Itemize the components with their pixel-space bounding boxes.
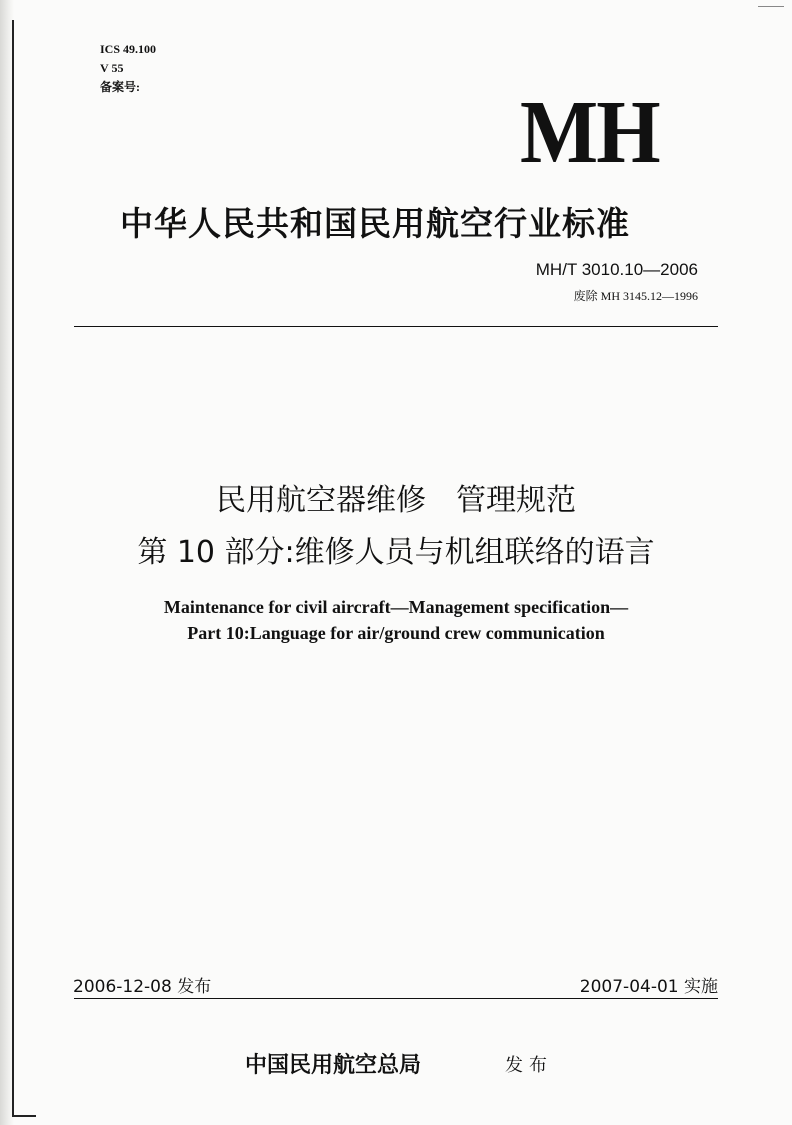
header-divider	[74, 326, 718, 327]
document-title-cn-line1: 民用航空器维修 管理规范	[216, 483, 576, 518]
scan-corner-mark	[12, 1115, 36, 1117]
publisher-name: 中国民用航空总局	[245, 1052, 422, 1078]
standard-number: MH/T 3010.10—2006	[535, 260, 698, 279]
scan-top-mark	[758, 6, 784, 7]
replaced-standard: 废除 MH 3145.12—1996	[573, 289, 698, 303]
footer-divider	[74, 998, 718, 999]
document-title-en-line2: Part 10:Language for air/ground crew communication	[187, 623, 605, 643]
standard-category-title: 中华人民共和国民用航空行业标准	[120, 204, 630, 243]
effective-date: 2007-04-01 实施	[579, 977, 718, 997]
mh-logo: MH	[520, 83, 659, 182]
document-title-en-line1: Maintenance for civil aircraft—Management specification—	[163, 597, 629, 617]
classification-code: V 55	[100, 61, 124, 75]
publisher-verb: 发布	[505, 1055, 553, 1076]
document-title-cn-line2: 第 10 部分:维修人员与机组联络的语言	[137, 535, 655, 570]
issue-date: 2006-12-08 发布	[73, 977, 212, 997]
classification-block	[100, 40, 156, 97]
record-number-label: 备案号:	[100, 80, 140, 94]
ics-code: ICS 49.100	[100, 42, 157, 56]
